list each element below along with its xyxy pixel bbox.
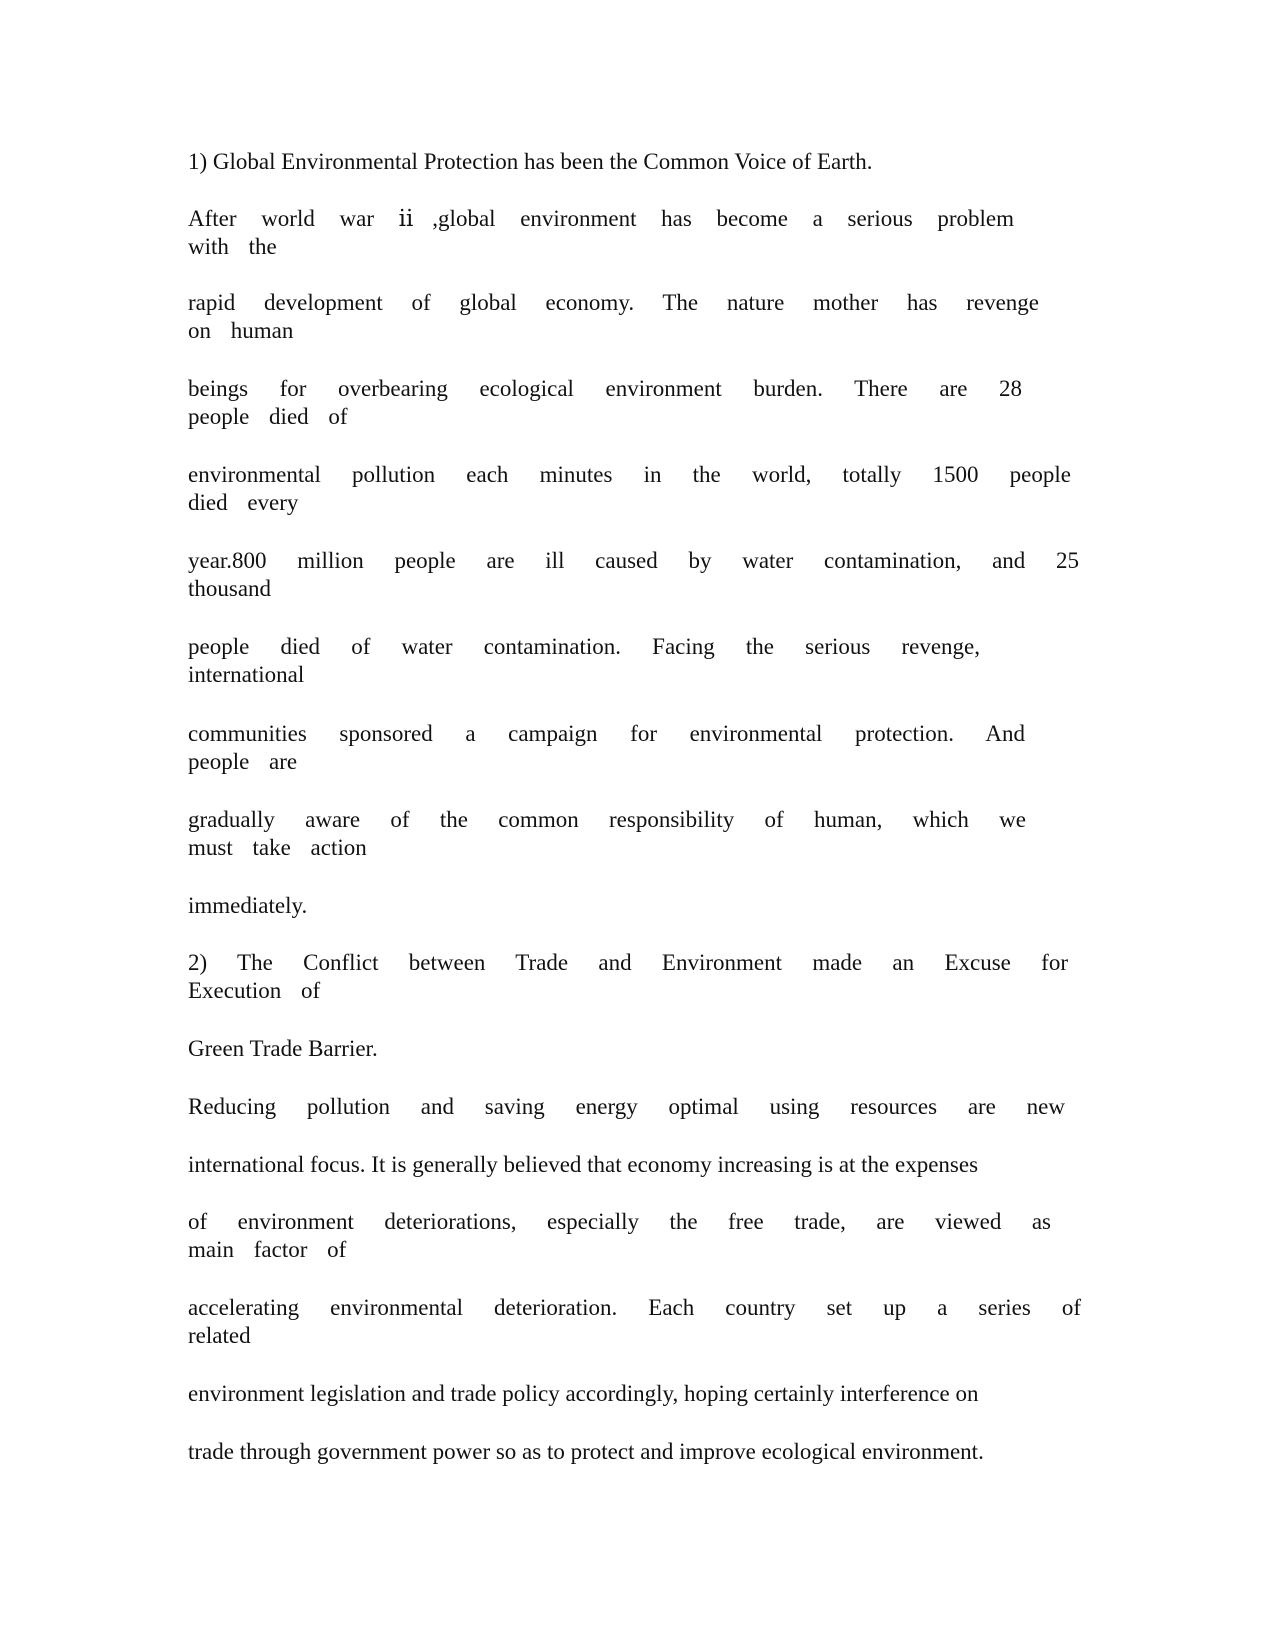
paragraph-line: communities sponsored a campaign for environmental protection. And [188, 721, 1025, 746]
paragraph-line-continuation: died every [188, 490, 299, 515]
paragraph-line: trade through government power so as to protect and improve ecological environment. [188, 1439, 984, 1464]
paragraph-line-continuation: international [188, 662, 305, 687]
paragraph-line-continuation: with the [188, 234, 277, 259]
paragraph-line-continuation: related [188, 1323, 251, 1348]
paragraph-line: Reducing pollution and saving energy optimal using resources are new [188, 1094, 1065, 1119]
heading-2-continuation: Execution of [188, 978, 321, 1003]
heading-2: 2) The Conflict between Trade and Environment made an Excuse for [188, 950, 1068, 975]
heading-2-end: Green Trade Barrier. [188, 1036, 378, 1061]
paragraph-line-continuation: people are [188, 749, 298, 774]
paragraph-line: environmental pollution each minutes in the world, totally 1500 people [188, 462, 1071, 487]
paragraph-line-continuation: thousand [188, 576, 272, 601]
paragraph-line: of environment deteriorations, especially the free trade, are viewed as [188, 1209, 1051, 1234]
paragraph-line: year.800 million people are ill caused by water contamination, and 25 [188, 548, 1079, 573]
paragraph-line: beings for overbearing ecological environment burden. There are 28 [188, 376, 1022, 401]
paragraph-line: After world war ⅱ,global environment has become a serious problem [188, 206, 1014, 231]
paragraph-line-continuation: on human [188, 318, 294, 343]
paragraph-line: immediately. [188, 893, 308, 918]
paragraph-line-continuation: must take action [188, 835, 367, 860]
paragraph-line: rapid development of global economy. The nature mother has revenge [188, 290, 1039, 315]
paragraph-line: gradually aware of the common responsibility of human, which we [188, 807, 1026, 832]
paragraph-line: environment legislation and trade policy accordingly, hoping certainly interference on [188, 1381, 979, 1406]
paragraph-line: people died of water contamination. Facing the serious revenge, [188, 634, 980, 659]
paragraph-line-continuation: main factor of [188, 1237, 347, 1262]
heading-1: 1) Global Environmental Protection has been the Common Voice of Earth. [188, 149, 873, 174]
paragraph-line: accelerating environmental deterioration. Each country set up a series of [188, 1295, 1081, 1320]
paragraph-line-continuation: people died of [188, 404, 348, 429]
paragraph-line: international focus. It is generally believed that economy increasing is at the expenses [188, 1152, 979, 1177]
